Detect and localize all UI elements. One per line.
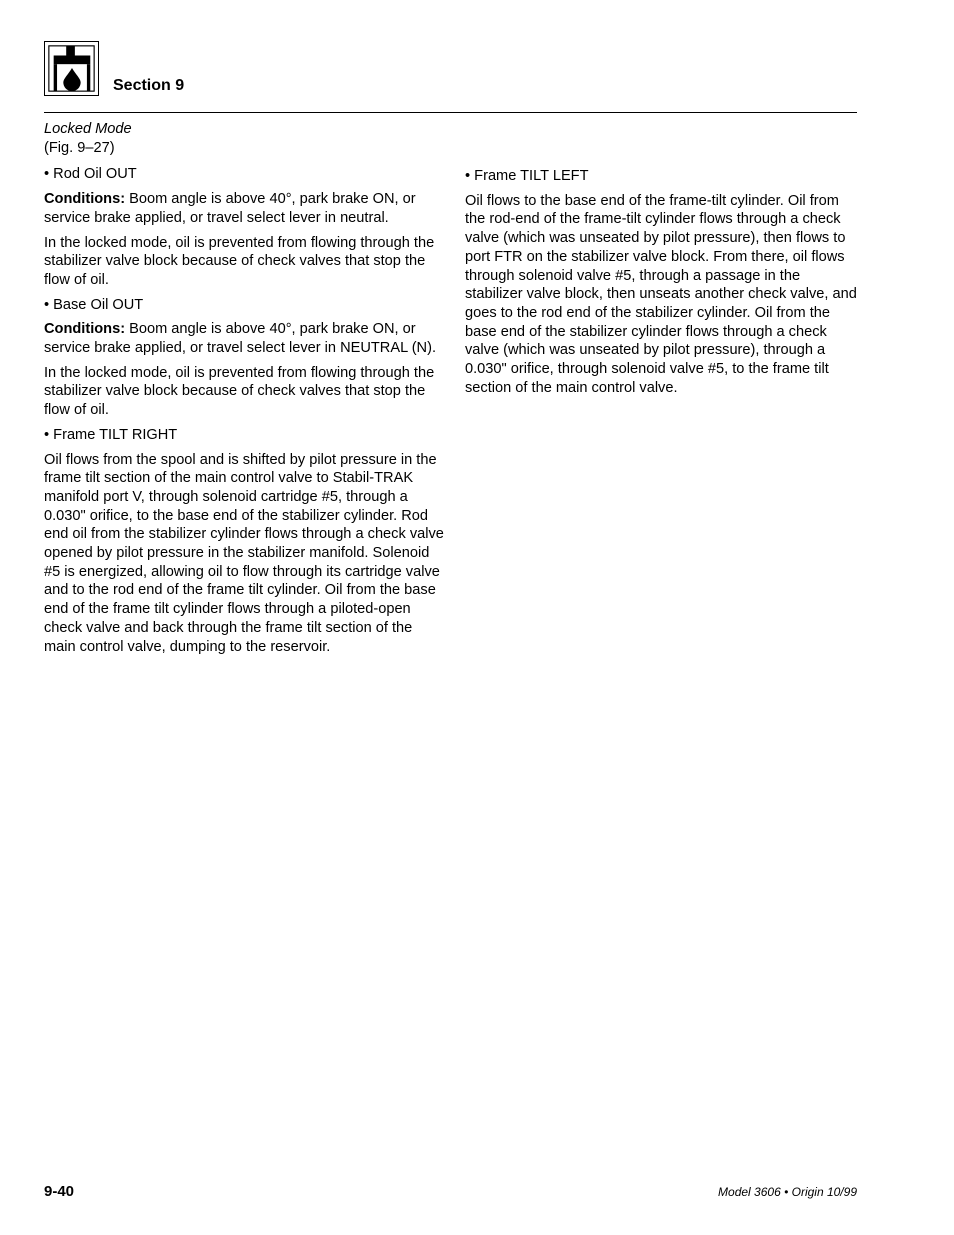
model-info: Model 3606 • Origin 10/99 — [718, 1185, 857, 1199]
base-oil-out-bullet: • Base Oil OUT — [44, 296, 144, 313]
left-column — [44, 120, 444, 656]
hydraulic-oil-drop-icon — [44, 41, 99, 96]
page-number: 9-40 — [44, 1183, 75, 1200]
frame-tilt-right-bullet: • Frame TILT RIGHT — [44, 426, 178, 443]
frame-tilt-right-body: Oil flows from the spool and is shifted by pilot pressure in the frame tilt section of the main control valve to Stabil-TRAK manifold port V, through solenoid cartridge #5, through a 0.030" orifice, to the base end of the stabilizer cylinder. Rod end oil from the stabilizer cylinder flows through a check valve opened by pilot pressure in the stabilizer manifold. Solenoid #5 is energized, allowing oil to flow through its cartridge valve and to the rod end of the frame tilt cylinder. Oil from the base end of the frame tilt cylinder flows through a piloted-open check valve and back through the frame tilt section of the main control valve, dumping to the reservoir. — [44, 451, 444, 655]
conditions-label: Conditions: — [44, 191, 126, 208]
rod-oil-out-bullet: • Rod Oil OUT — [44, 166, 137, 183]
mode-title: Locked Mode — [44, 121, 132, 137]
conditions-text: Boom angle is above 40°, park brake ON, or service brake applied, or travel select lever in neutral. — [44, 191, 416, 226]
frame-tilt-left-bullet: • Frame TILT LEFT — [465, 168, 589, 184]
base-oil-out-conditions — [44, 320, 444, 357]
conditions-text: Boom angle is above 40°, park brake ON, or service brake applied, or travel select lever in NEUTRAL (N). — [44, 321, 437, 357]
header-divider — [44, 112, 857, 113]
rod-oil-out-body: In the locked mode, oil is prevented from flowing through the stabilizer valve block because of check valves that stop the flow of oil. — [44, 234, 435, 288]
rod-oil-out-conditions — [44, 190, 444, 227]
frame-tilt-left-body: Oil flows to the base end of the frame-tilt cylinder. Oil from the rod-end of the frame-tilt cylinder flows through a check valve (which was unseated by pilot pressure), then flows to port FTR on the stabilizer valve block. From there, oil flows through solenoid valve #5, through a passage in the stabilizer valve block, then unseats another check valve, and goes to the rod end of the stabilizer cylinder. Oil from the base end of the stabilizer cylinder flows through a check valve (which was unseated by pilot pressure), through a 0.030" orifice, through solenoid valve #5, to the frame tilt section of the main control valve. — [465, 192, 857, 396]
figure-reference: (Fig. 9–27) — [44, 139, 115, 156]
right-column — [465, 167, 860, 397]
base-oil-out-body: In the locked mode, oil is prevented from flowing through the stabilizer valve block because of check valves that stop the flow of oil. — [44, 364, 435, 419]
conditions-label: Conditions: — [44, 321, 126, 338]
section-label: Section 9 — [113, 77, 185, 94]
